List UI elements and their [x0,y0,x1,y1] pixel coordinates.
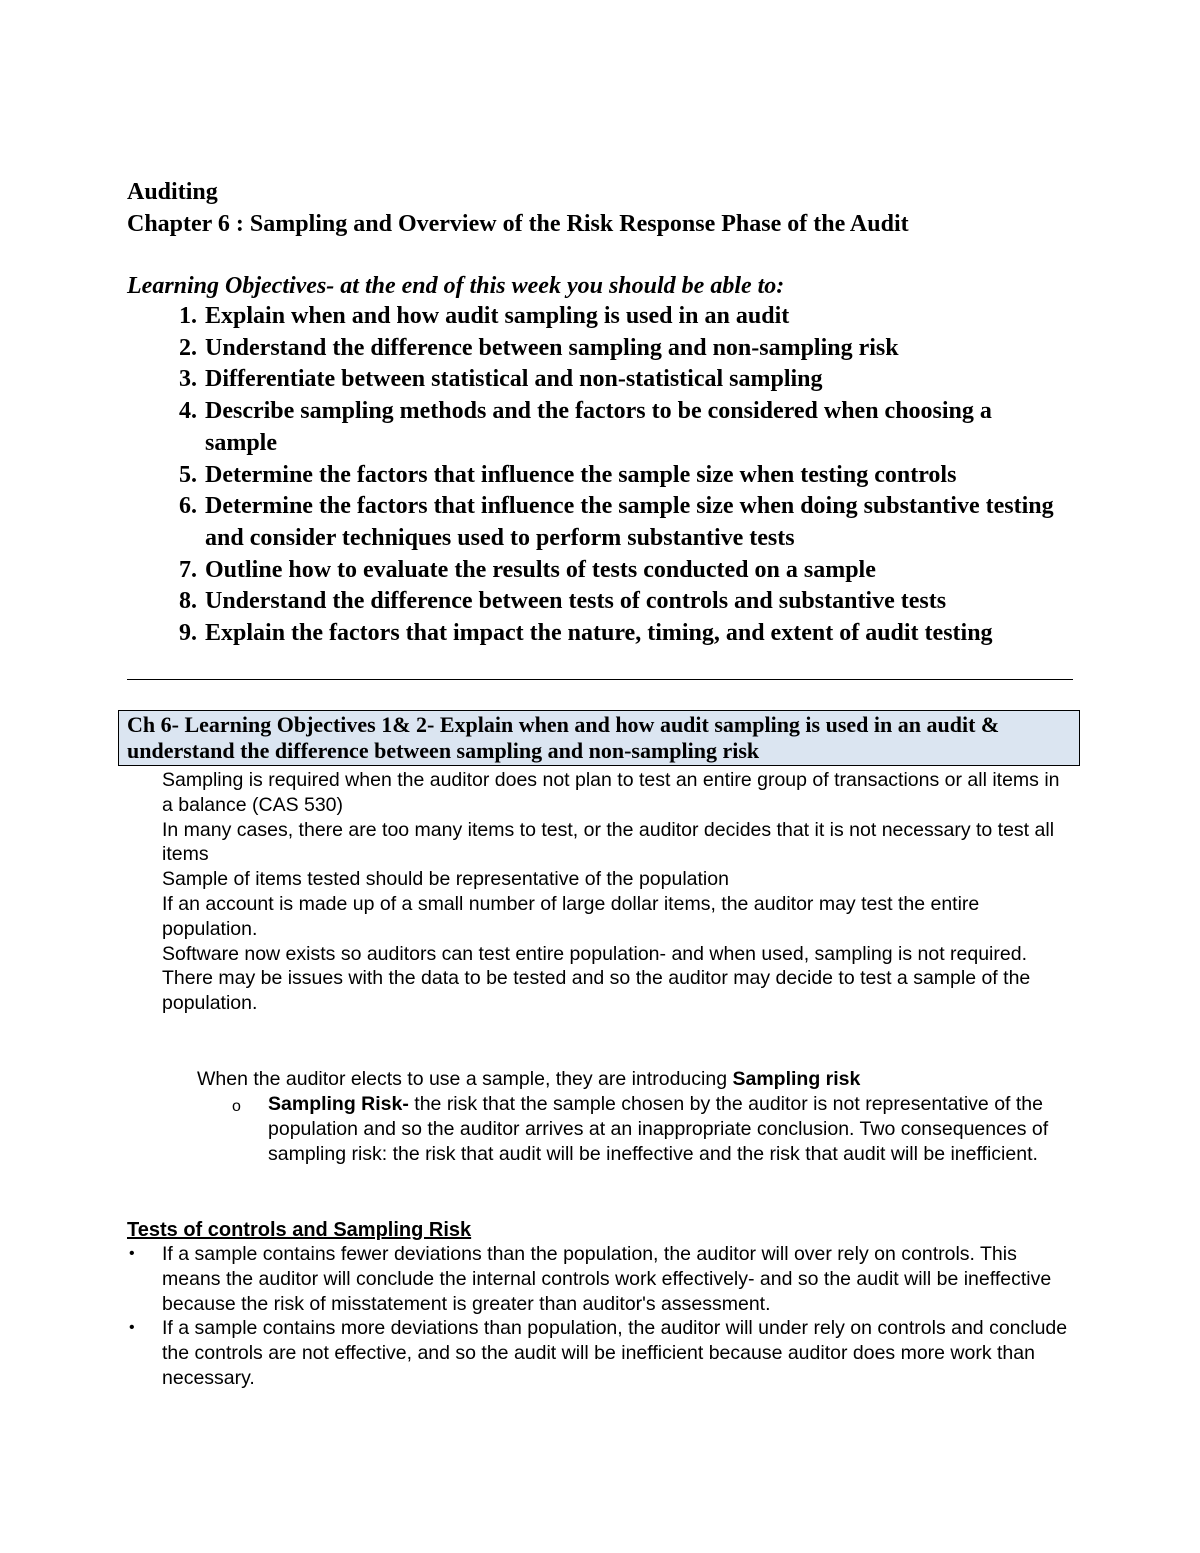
definition-term: Sampling Risk- [268,1093,409,1115]
bullet-text: If a sample contains more deviations than population, the auditor will under rely on controls and conclude the controls are not effective, and so the audit will be inefficient because auditor does more work than necessary. [162,1317,1068,1389]
objective-item [127,491,1067,554]
sampling-overview-paragraphs [162,768,1072,1016]
paragraph: In many cases, there are too many items to test, or the auditor decides that it is not necessary to test all items [162,818,1055,866]
sampling-risk-definition [230,1092,1080,1166]
bullet-icon: • [129,1319,135,1337]
tests-of-controls-list [127,1242,1077,1391]
course-title: Auditing [127,179,218,205]
paragraph: Sample of items tested should be representative of the population [162,868,729,891]
objective-number: 4. [179,398,197,425]
section-heading: Ch 6- Learning Objectives 1& 2- Explain when and how audit sampling is used in an audit & understand the difference between sampling and non-sampling risk [127,712,1000,763]
objective-text: Understand the difference between sampling and non-sampling risk [205,334,899,361]
objective-text: Explain the factors that impact the nature, timing, and extent of audit testing [205,620,993,647]
objective-text: Determine the factors that influence the sample size when doing substantive testing and consider techniques used to perform substantive tests [205,493,1054,551]
tests-of-controls-heading: Tests of controls and Sampling Risk [127,1219,472,1241]
objective-number: 9. [179,620,197,647]
document-title-block [127,176,1087,240]
paragraph: Software now exists so auditors can test entire population- and when used, sampling is not required. [162,942,1027,965]
objective-item [127,460,1067,492]
objective-number: 7. [179,556,197,583]
objective-text: Describe sampling methods and the factors to be considered when choosing a sample [205,398,992,456]
objective-text: Determine the factors that influence the sample size when testing controls [205,461,957,488]
sampling-risk-intro [197,1067,1077,1092]
list-item [127,1242,1077,1316]
bullet-text: If a sample contains fewer deviations than the population, the auditor will over rely on controls. This means the auditor will conclude the internal controls work effectively- and so the audit will be ineffective because the risk of misstatement is greater than auditor's assessment. [162,1243,1052,1315]
chapter-title: Chapter 6 : Sampling and Overview of the Risk Response Phase of the Audit [127,211,909,237]
objective-number: 8. [179,588,197,615]
objective-item [127,586,1067,618]
definition-text: the risk that the sample chosen by the auditor is not representative of the population and so the auditor arrives at an inappropriate conclusion. Two consequences of sampling risk: the risk that audit will be ineffective and the risk that audit will be inefficient. [268,1093,1049,1165]
objective-number: 3. [179,366,197,393]
paragraph: Sampling is required when the auditor does not plan to test an entire group of transactions or all items in a balance (CAS 530) [162,769,1060,816]
definition-content [268,1092,1080,1166]
objective-item [127,555,1067,587]
learning-objectives-heading: Learning Objectives- at the end of this week you should be able to: [127,273,785,299]
paragraph: There may be issues with the data to be tested and so the auditor may decide to test a sample of the population. [162,967,1031,1015]
list-item [127,1316,1077,1390]
objective-item [127,364,1067,396]
learning-objectives-list [127,301,1067,650]
section-heading-box [118,710,1080,766]
objective-item [127,301,1067,333]
objective-item [127,618,1067,650]
horizontal-divider [127,679,1073,680]
objective-number: 5. [179,461,197,488]
objective-text: Explain when and how audit sampling is used in an audit [205,303,790,329]
sampling-risk-term: Sampling risk [732,1068,861,1090]
sampling-intro-text: When the auditor elects to use a sample, they are introducing [197,1068,733,1090]
objective-number: 1. [179,303,197,329]
objective-item [127,333,1067,365]
objective-item [127,396,1067,459]
objective-text: Differentiate between statistical and non-statistical sampling [205,366,823,393]
bullet-icon: • [129,1245,135,1262]
objective-number: 6. [179,493,197,520]
paragraph: If an account is made up of a small number of large dollar items, the auditor may test the entire population. [162,892,980,940]
circle-bullet-icon: o [232,1098,241,1115]
objective-text: Understand the difference between tests of controls and substantive tests [205,588,947,615]
objective-text: Outline how to evaluate the results of tests conducted on a sample [205,556,876,583]
objective-number: 2. [179,334,197,361]
